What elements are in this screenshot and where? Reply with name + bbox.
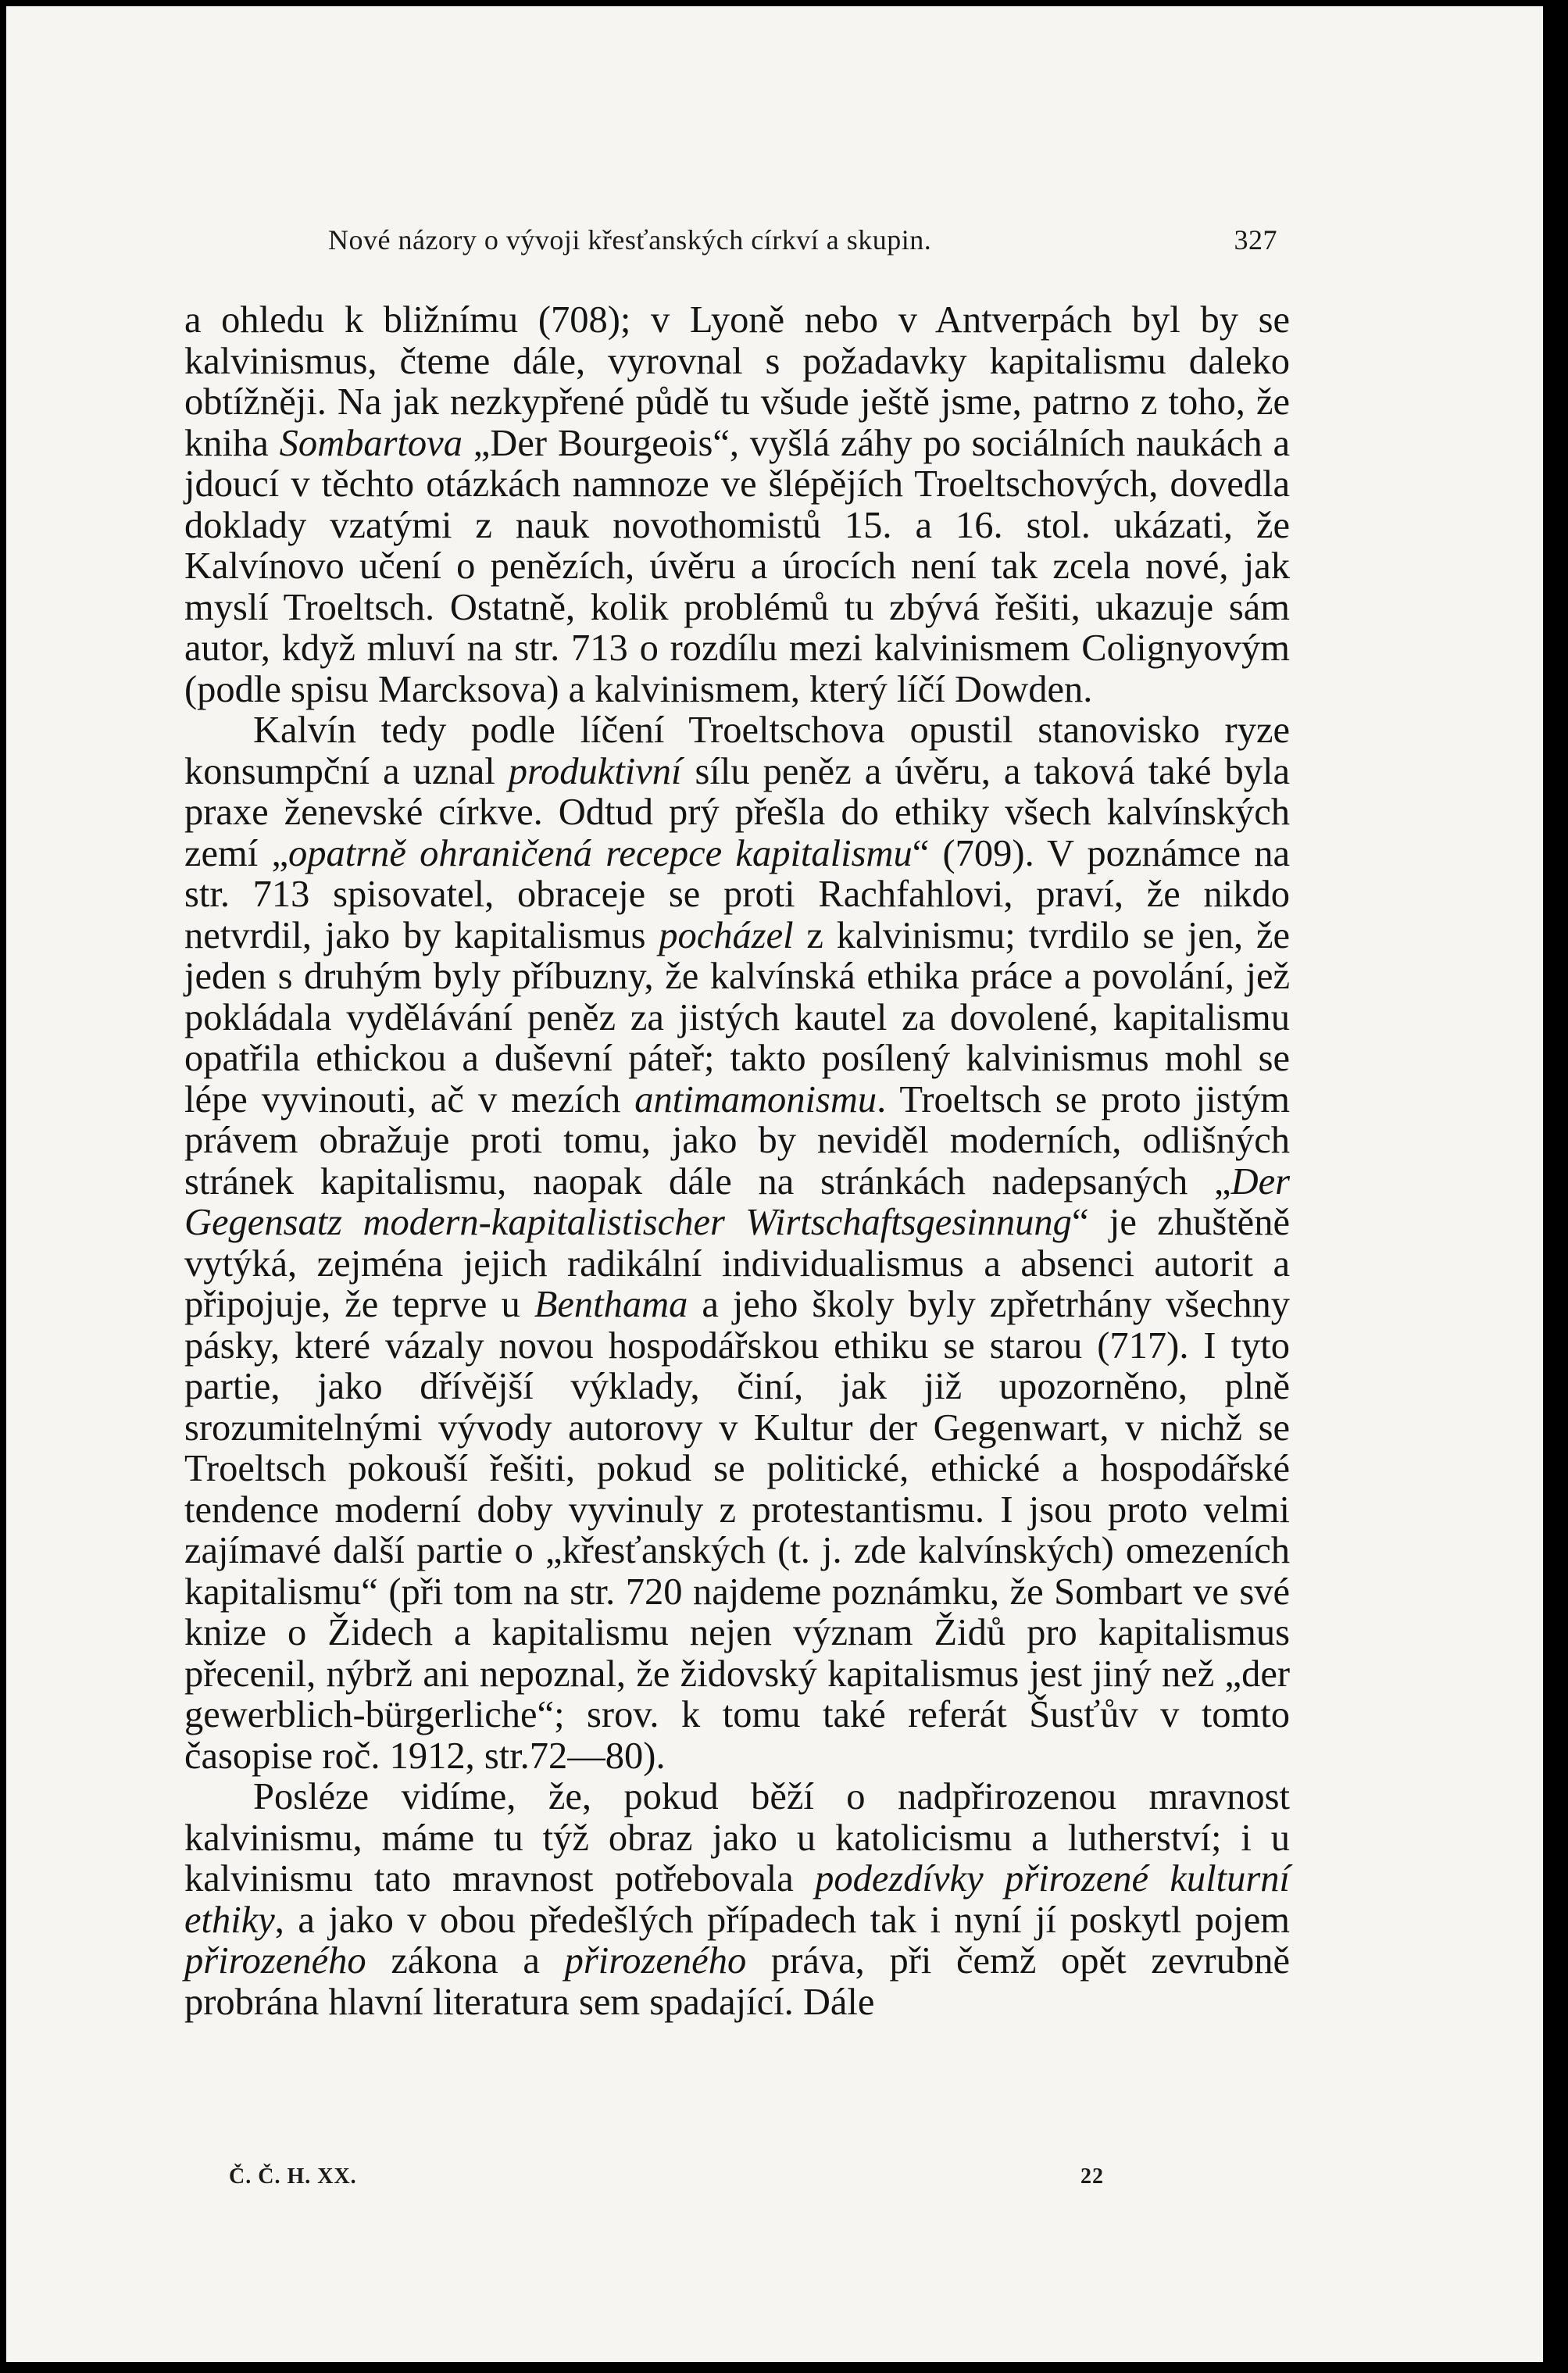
page-footer xyxy=(229,2164,1104,2196)
italic-text: opatrně ohraničená recepce kapitalismu xyxy=(288,832,913,874)
text-run: a jeho školy byly zpřetrhány všechny pásky, které vázaly novou hospodářskou ethiku se starou (717). I tyto partie, jako dřívější výklady, činí, jak již upozorněno, plně srozumitelnými vývody autorovy v Kultur der Gegenwart, v nichž se Troeltsch pokouší řešiti, pokud se politické, ethické a hospodářské tendence moderní doby vyvinuly z protestantismu. I jsou proto velmi zajímavé další partie o „křesťanských (t. j. zde kalvínských) omezeních kapitalismu“ (při tom na str. 720 najdeme poznámku, že Sombart ve své knize o Židech a kapitalismu nejen význam Židů pro kapitalismus přecenil, nýbrž ani nepoznal, že židovský kapitalismus jest jiný než „der gewerblich-bürgerliche“; srov. k tomu také referát Šusťův v tomto časopise roč. 1912, str.72—80). xyxy=(184,1284,1290,1777)
book-page xyxy=(6,6,1543,2362)
italic-text: přirozeného xyxy=(184,1940,366,1982)
text-run: , a jako v obou předešlých případech tak i nyní jí poskytl pojem xyxy=(274,1899,1290,1941)
text-run: “ (709). V poznámce na str. 713 spisovatel, obraceje se proti Rachfahlovi, praví, že nikdo netvrdil, jako by kapitalismus xyxy=(184,832,1291,956)
text-run: sílu peněz a úvěru, a taková také byla praxe ženevské církve. Odtud prý přešla do ethiky všech kalvínských zemí „ xyxy=(184,750,1290,874)
sheet-number: 22 xyxy=(1080,2164,1104,2189)
italic-text: produktivní xyxy=(508,750,682,792)
italic-text: Sombartova xyxy=(279,422,463,464)
paragraph-2 xyxy=(184,710,1290,1777)
text-run: práva, při čemž opět zevrubně probrána hlavní literatura sem spadající. Dále xyxy=(184,1940,1290,2023)
italic-text: přirozeného xyxy=(564,1940,747,1982)
text-run: Kalvín tedy podle líčení Troeltschova opustil stanovisko ryze konsumpční a uznal xyxy=(184,709,1290,792)
paragraph-3 xyxy=(184,1777,1290,2023)
text-run: zákona a xyxy=(366,1940,565,1982)
text-run: z kalvinismu; tvrdilo se jen, že jeden s druhým byly příbuzny, že kalvínská ethika práce a povolání, jež pokládala vydělávání peněz za jistých kautel za dovolené, kapitalismu opatřila ethickou a duševní páteř; takto posílený kalvinismus mohl se lépe vyvinouti, ač v mezích xyxy=(184,914,1290,1120)
text-run: Posléze vidíme, že, pokud běží o nadpřirozenou mravnost kalvinismu, máme tu týž obraz jako u katolicismu a lutherství; i u kalvinismu tato mravnost potřebovala xyxy=(184,1776,1290,1899)
running-header xyxy=(328,223,1277,263)
text-run: “ je zhuštěně vytýká, zejména jejich radikální individualismus a absenci autorit a připojuje, že teprve u xyxy=(184,1202,1290,1325)
text-run: . Troeltsch se proto jistým právem obražuje proti tomu, jako by neviděl moderních, odlišných stránek kapitalismu, naopak dále na stránkách nadepsaných „ xyxy=(184,1078,1290,1203)
italic-text: Benthama xyxy=(534,1284,688,1325)
paragraph-1 xyxy=(184,300,1290,710)
body-text xyxy=(184,300,1290,2023)
italic-text: antimamonismu xyxy=(634,1078,877,1120)
italic-text: podezdívky přirozené kulturní ethiky xyxy=(184,1858,1290,1941)
italic-text: pocházel xyxy=(659,914,794,956)
text-run: a ohledu k bližnímu (708); v Lyoně nebo v Antverpách byl by se kalvinismus, čteme dále, vyrovnal s požadavky kapitalismu daleko obtížněji. Na jak nezkypřené půdě tu všude ještě jsme, patrno z toho, že kniha xyxy=(184,299,1290,464)
running-title: Nové názory o vývoji křesťanských církví a skupin. xyxy=(328,224,932,256)
journal-signature: Č. Č. H. XX. xyxy=(229,2164,357,2189)
italic-text: Der Gegensatz modern-kapitalistischer Wirtschaftsgesinnung xyxy=(184,1160,1290,1243)
text-run: „Der Bourgeois“, vyšlá záhy po sociálních naukách a jdoucí v těchto otázkách namnoze ve šlépějích Troeltschových, dovedla doklady vzatými z nauk novothomistů 15. a 16. stol. ukázati, že Kalvínovo učení o penězích, úvěru a úrocích není tak zcela nové, jak myslí Troeltsch. Ostatně, kolik problémů tu zbývá řešiti, ukazuje sám autor, když mluví na str. 713 o rozdílu mezi kalvinismem Colignyovým (podle spisu Marcksova) a kalvinismem, který líčí Dowden. xyxy=(184,422,1290,710)
page-number: 327 xyxy=(1234,224,1277,256)
